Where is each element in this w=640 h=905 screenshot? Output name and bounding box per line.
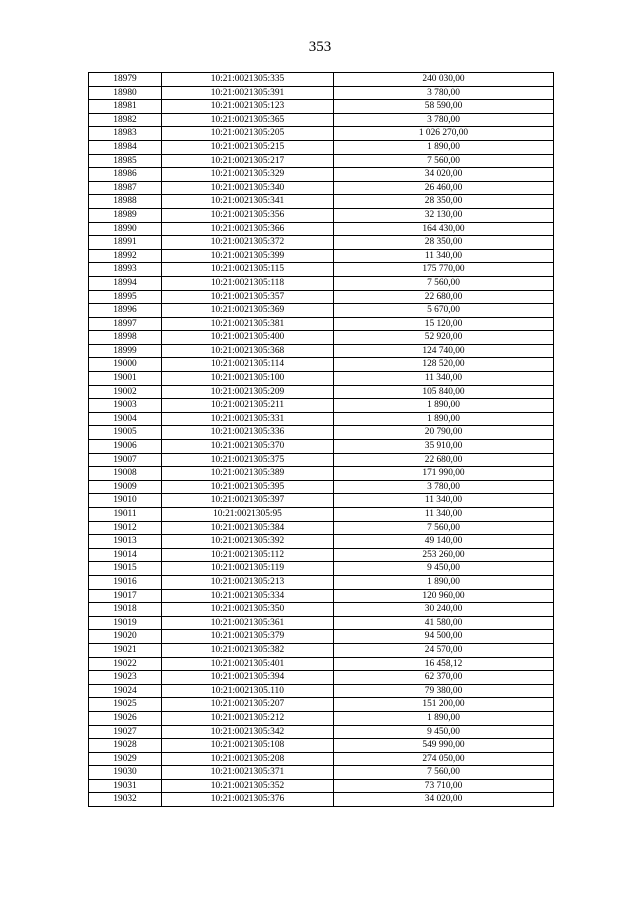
cadastral-number-cell: 10:21:0021305:361 xyxy=(162,616,334,630)
cadastral-number-cell: 10:21:0021305:341 xyxy=(162,195,334,209)
table-row xyxy=(89,467,554,481)
cadastral-number-cell: 10:21:0021305:382 xyxy=(162,643,334,657)
row-number-cell: 18996 xyxy=(89,304,162,318)
amount-cell: 35 910,00 xyxy=(334,440,554,454)
cadastral-number-cell: 10:21:0021305:357 xyxy=(162,290,334,304)
cadastral-number-cell: 10:21:0021305:399 xyxy=(162,249,334,263)
cadastral-number-cell: 10:21:0021305:391 xyxy=(162,86,334,100)
row-number-cell: 19004 xyxy=(89,412,162,426)
amount-cell: 58 590,00 xyxy=(334,100,554,114)
cadastral-number-cell: 10:21:0021305:356 xyxy=(162,208,334,222)
amount-cell: 3 780,00 xyxy=(334,113,554,127)
table-row xyxy=(89,793,554,807)
table-row xyxy=(89,548,554,562)
cadastral-number-cell: 10:21:0021305:340 xyxy=(162,181,334,195)
row-number-cell: 18986 xyxy=(89,168,162,182)
cadastral-number-cell: 10:21:0021305:381 xyxy=(162,317,334,331)
amount-cell: 240 030,00 xyxy=(334,73,554,87)
cadastral-number-cell: 10:21:0021305:112 xyxy=(162,548,334,562)
amount-cell: 28 350,00 xyxy=(334,195,554,209)
row-number-cell: 19022 xyxy=(89,657,162,671)
amount-cell: 128 520,00 xyxy=(334,358,554,372)
table-row xyxy=(89,385,554,399)
row-number-cell: 18995 xyxy=(89,290,162,304)
amount-cell: 1 890,00 xyxy=(334,412,554,426)
amount-cell: 34 020,00 xyxy=(334,168,554,182)
amount-cell: 11 340,00 xyxy=(334,249,554,263)
cadastral-number-cell: 10:21:0021305:394 xyxy=(162,671,334,685)
cadastral-number-cell: 10:21:0021305.110 xyxy=(162,684,334,698)
amount-cell: 22 680,00 xyxy=(334,290,554,304)
row-number-cell: 19001 xyxy=(89,372,162,386)
amount-cell: 151 200,00 xyxy=(334,698,554,712)
row-number-cell: 19032 xyxy=(89,793,162,807)
row-number-cell: 18982 xyxy=(89,113,162,127)
table-row xyxy=(89,236,554,250)
amount-cell: 16 458,12 xyxy=(334,657,554,671)
row-number-cell: 19023 xyxy=(89,671,162,685)
amount-cell: 28 350,00 xyxy=(334,236,554,250)
amount-cell: 79 380,00 xyxy=(334,684,554,698)
row-number-cell: 19026 xyxy=(89,711,162,725)
cadastral-number-cell: 10:21:0021305:114 xyxy=(162,358,334,372)
amount-cell: 274 050,00 xyxy=(334,752,554,766)
table-row xyxy=(89,535,554,549)
row-number-cell: 18997 xyxy=(89,317,162,331)
table-row xyxy=(89,222,554,236)
cadastral-number-cell: 10:21:0021305:401 xyxy=(162,657,334,671)
cadastral-number-cell: 10:21:0021305:213 xyxy=(162,575,334,589)
row-number-cell: 19010 xyxy=(89,494,162,508)
amount-cell: 1 890,00 xyxy=(334,575,554,589)
cadastral-number-cell: 10:21:0021305:397 xyxy=(162,494,334,508)
amount-cell: 3 780,00 xyxy=(334,86,554,100)
cadastral-number-cell: 10:21:0021305:366 xyxy=(162,222,334,236)
table-row xyxy=(89,249,554,263)
row-number-cell: 18994 xyxy=(89,276,162,290)
row-number-cell: 19027 xyxy=(89,725,162,739)
cadastral-number-cell: 10:21:0021305:395 xyxy=(162,480,334,494)
table-row xyxy=(89,698,554,712)
amount-cell: 73 710,00 xyxy=(334,779,554,793)
amount-cell: 24 570,00 xyxy=(334,643,554,657)
table-row xyxy=(89,181,554,195)
table-row xyxy=(89,127,554,141)
cadastral-number-cell: 10:21:0021305:215 xyxy=(162,140,334,154)
row-number-cell: 19015 xyxy=(89,562,162,576)
amount-cell: 11 340,00 xyxy=(334,494,554,508)
cadastral-number-cell: 10:21:0021305:376 xyxy=(162,793,334,807)
amount-cell: 52 920,00 xyxy=(334,331,554,345)
amount-cell: 41 580,00 xyxy=(334,616,554,630)
cadastral-number-cell: 10:21:0021305:370 xyxy=(162,440,334,454)
row-number-cell: 18984 xyxy=(89,140,162,154)
amount-cell: 20 790,00 xyxy=(334,426,554,440)
table-row xyxy=(89,140,554,154)
row-number-cell: 18981 xyxy=(89,100,162,114)
amount-cell: 171 990,00 xyxy=(334,467,554,481)
row-number-cell: 19008 xyxy=(89,467,162,481)
amount-cell: 22 680,00 xyxy=(334,453,554,467)
table-row xyxy=(89,480,554,494)
row-number-cell: 18989 xyxy=(89,208,162,222)
cadastral-number-cell: 10:21:0021305:217 xyxy=(162,154,334,168)
row-number-cell: 18987 xyxy=(89,181,162,195)
row-number-cell: 18999 xyxy=(89,344,162,358)
cadastral-number-cell: 10:21:0021305:384 xyxy=(162,521,334,535)
amount-cell: 26 460,00 xyxy=(334,181,554,195)
table-row xyxy=(89,412,554,426)
cadastral-number-cell: 10:21:0021305:350 xyxy=(162,603,334,617)
table-row xyxy=(89,290,554,304)
row-number-cell: 19031 xyxy=(89,779,162,793)
amount-cell: 175 770,00 xyxy=(334,263,554,277)
table-row xyxy=(89,684,554,698)
cadastral-number-cell: 10:21:0021305:100 xyxy=(162,372,334,386)
cadastral-number-cell: 10:21:0021305:336 xyxy=(162,426,334,440)
table-row xyxy=(89,603,554,617)
amount-cell: 164 430,00 xyxy=(334,222,554,236)
table-row xyxy=(89,589,554,603)
table-row xyxy=(89,372,554,386)
row-number-cell: 19007 xyxy=(89,453,162,467)
row-number-cell: 19024 xyxy=(89,684,162,698)
table-row xyxy=(89,752,554,766)
page-number: 353 xyxy=(308,39,332,55)
cadastral-number-cell: 10:21:0021305:119 xyxy=(162,562,334,576)
amount-cell: 34 020,00 xyxy=(334,793,554,807)
row-number-cell: 19009 xyxy=(89,480,162,494)
row-number-cell: 19003 xyxy=(89,399,162,413)
cadastral-number-cell: 10:21:0021305:212 xyxy=(162,711,334,725)
amount-cell: 1 890,00 xyxy=(334,711,554,725)
amount-cell: 9 450,00 xyxy=(334,562,554,576)
table-row xyxy=(89,779,554,793)
table-row xyxy=(89,657,554,671)
table-row xyxy=(89,399,554,413)
table-row xyxy=(89,671,554,685)
cadastral-number-cell: 10:21:0021305:371 xyxy=(162,766,334,780)
cadastral-number-cell: 10:21:0021305:209 xyxy=(162,385,334,399)
cadastral-number-cell: 10:21:0021305:211 xyxy=(162,399,334,413)
table-row xyxy=(89,725,554,739)
amount-cell: 7 560,00 xyxy=(334,521,554,535)
amount-cell: 49 140,00 xyxy=(334,535,554,549)
amount-cell: 11 340,00 xyxy=(334,372,554,386)
table-row xyxy=(89,739,554,753)
cadastral-number-cell: 10:21:0021305:207 xyxy=(162,698,334,712)
row-number-cell: 19011 xyxy=(89,508,162,522)
row-number-cell: 19012 xyxy=(89,521,162,535)
registry-table-body xyxy=(89,73,554,807)
table-row xyxy=(89,317,554,331)
table-row xyxy=(89,440,554,454)
table-row xyxy=(89,575,554,589)
row-number-cell: 18998 xyxy=(89,331,162,345)
amount-cell: 1 890,00 xyxy=(334,399,554,413)
row-number-cell: 19020 xyxy=(89,630,162,644)
row-number-cell: 19017 xyxy=(89,589,162,603)
table-row xyxy=(89,562,554,576)
cadastral-number-cell: 10:21:0021305:389 xyxy=(162,467,334,481)
table-row xyxy=(89,711,554,725)
table-row xyxy=(89,73,554,87)
amount-cell: 32 130,00 xyxy=(334,208,554,222)
cadastral-number-cell: 10:21:0021305:118 xyxy=(162,276,334,290)
cadastral-number-cell: 10:21:0021305:115 xyxy=(162,263,334,277)
table-row xyxy=(89,630,554,644)
cadastral-number-cell: 10:21:0021305:352 xyxy=(162,779,334,793)
amount-cell: 105 840,00 xyxy=(334,385,554,399)
row-number-cell: 18990 xyxy=(89,222,162,236)
cadastral-number-cell: 10:21:0021305:331 xyxy=(162,412,334,426)
cadastral-number-cell: 10:21:0021305:379 xyxy=(162,630,334,644)
row-number-cell: 19005 xyxy=(89,426,162,440)
row-number-cell: 18983 xyxy=(89,127,162,141)
row-number-cell: 18988 xyxy=(89,195,162,209)
amount-cell: 94 500,00 xyxy=(334,630,554,644)
row-number-cell: 18979 xyxy=(89,73,162,87)
amount-cell: 549 990,00 xyxy=(334,739,554,753)
table-row xyxy=(89,358,554,372)
cadastral-number-cell: 10:21:0021305:329 xyxy=(162,168,334,182)
row-number-cell: 19028 xyxy=(89,739,162,753)
amount-cell: 15 120,00 xyxy=(334,317,554,331)
cadastral-number-cell: 10:21:0021305:123 xyxy=(162,100,334,114)
cadastral-number-cell: 10:21:0021305:365 xyxy=(162,113,334,127)
row-number-cell: 19000 xyxy=(89,358,162,372)
table-row xyxy=(89,494,554,508)
amount-cell: 124 740,00 xyxy=(334,344,554,358)
row-number-cell: 18985 xyxy=(89,154,162,168)
row-number-cell: 19006 xyxy=(89,440,162,454)
amount-cell: 1 026 270,00 xyxy=(334,127,554,141)
amount-cell: 1 890,00 xyxy=(334,140,554,154)
amount-cell: 11 340,00 xyxy=(334,508,554,522)
cadastral-number-cell: 10:21:0021305:372 xyxy=(162,236,334,250)
row-number-cell: 19021 xyxy=(89,643,162,657)
row-number-cell: 18991 xyxy=(89,236,162,250)
table-row xyxy=(89,154,554,168)
amount-cell: 5 670,00 xyxy=(334,304,554,318)
table-row xyxy=(89,304,554,318)
row-number-cell: 19025 xyxy=(89,698,162,712)
table-row xyxy=(89,168,554,182)
table-row xyxy=(89,86,554,100)
row-number-cell: 18992 xyxy=(89,249,162,263)
cadastral-number-cell: 10:21:0021305:400 xyxy=(162,331,334,345)
row-number-cell: 18980 xyxy=(89,86,162,100)
table-row xyxy=(89,276,554,290)
table-row xyxy=(89,521,554,535)
cadastral-number-cell: 10:21:0021305:108 xyxy=(162,739,334,753)
row-number-cell: 19019 xyxy=(89,616,162,630)
row-number-cell: 19029 xyxy=(89,752,162,766)
row-number-cell: 19018 xyxy=(89,603,162,617)
amount-cell: 7 560,00 xyxy=(334,766,554,780)
table-row xyxy=(89,208,554,222)
table-row xyxy=(89,195,554,209)
cadastral-number-cell: 10:21:0021305:368 xyxy=(162,344,334,358)
table-row xyxy=(89,426,554,440)
cadastral-number-cell: 10:21:0021305:334 xyxy=(162,589,334,603)
row-number-cell: 19016 xyxy=(89,575,162,589)
table-row xyxy=(89,766,554,780)
table-row xyxy=(89,331,554,345)
table-row xyxy=(89,616,554,630)
amount-cell: 253 260,00 xyxy=(334,548,554,562)
row-number-cell: 19002 xyxy=(89,385,162,399)
amount-cell: 62 370,00 xyxy=(334,671,554,685)
amount-cell: 120 960,00 xyxy=(334,589,554,603)
cadastral-number-cell: 10:21:0021305:335 xyxy=(162,73,334,87)
cadastral-number-cell: 10:21:0021305:205 xyxy=(162,127,334,141)
cadastral-number-cell: 10:21:0021305:369 xyxy=(162,304,334,318)
table-row xyxy=(89,453,554,467)
table-row xyxy=(89,113,554,127)
table-row xyxy=(89,508,554,522)
amount-cell: 7 560,00 xyxy=(334,276,554,290)
amount-cell: 7 560,00 xyxy=(334,154,554,168)
registry-table xyxy=(88,72,554,807)
row-number-cell: 18993 xyxy=(89,263,162,277)
cadastral-number-cell: 10:21:0021305:208 xyxy=(162,752,334,766)
table-row xyxy=(89,100,554,114)
table-row xyxy=(89,344,554,358)
cadastral-number-cell: 10:21:0021305:392 xyxy=(162,535,334,549)
amount-cell: 9 450,00 xyxy=(334,725,554,739)
cadastral-number-cell: 10:21:0021305:95 xyxy=(162,508,334,522)
row-number-cell: 19014 xyxy=(89,548,162,562)
table-row xyxy=(89,263,554,277)
row-number-cell: 19030 xyxy=(89,766,162,780)
cadastral-number-cell: 10:21:0021305:342 xyxy=(162,725,334,739)
amount-cell: 3 780,00 xyxy=(334,480,554,494)
row-number-cell: 19013 xyxy=(89,535,162,549)
cadastral-number-cell: 10:21:0021305:375 xyxy=(162,453,334,467)
table-row xyxy=(89,643,554,657)
amount-cell: 30 240,00 xyxy=(334,603,554,617)
